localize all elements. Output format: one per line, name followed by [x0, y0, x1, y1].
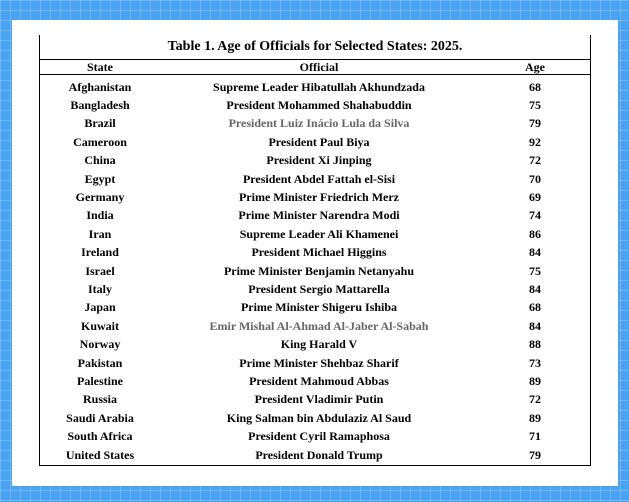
state-cell: Iran [88, 226, 112, 241]
table-row [40, 335, 590, 353]
table-row [40, 115, 590, 133]
age-cell: 71 [529, 429, 541, 444]
table-row [40, 133, 590, 151]
header-age: Age [525, 59, 545, 74]
age-cell: 72 [529, 392, 541, 407]
state-cell: Egypt [84, 171, 116, 186]
age-cell: 69 [529, 190, 541, 205]
state-cell: Cameroon [73, 134, 127, 149]
age-cell: 70 [529, 171, 541, 186]
official-cell: President Xi Jinping [266, 153, 372, 168]
age-cell: 79 [529, 116, 541, 131]
state-cell: Norway [79, 337, 121, 352]
official-cell: Prime Minister Narendra Modi [238, 208, 400, 223]
state-cell: Kuwait [80, 318, 119, 333]
age-cell: 89 [529, 373, 541, 388]
age-table [39, 35, 591, 466]
table-row [40, 446, 590, 464]
age-cell: 92 [529, 134, 541, 149]
table-header-row [40, 59, 590, 75]
state-cell: Bangladesh [70, 98, 130, 113]
table-row [40, 354, 590, 372]
table-row [40, 317, 590, 335]
table-row [40, 188, 590, 206]
state-cell: India [86, 208, 114, 223]
table-row [40, 262, 590, 280]
header-state: State [87, 59, 113, 74]
state-cell: Palestine [77, 373, 123, 388]
table-row [40, 78, 590, 96]
state-cell: United States [65, 447, 135, 462]
age-cell: 84 [529, 318, 541, 333]
age-cell: 89 [529, 410, 541, 425]
state-cell: Afghanistan [68, 79, 132, 94]
state-cell: Germany [75, 190, 125, 205]
table-body [40, 78, 590, 464]
age-cell: 86 [529, 226, 541, 241]
state-cell: Italy [88, 281, 112, 296]
official-cell: Emir Mishal Al-Ahmad Al-Jaber Al-Sabah [209, 318, 429, 333]
header-official: Official [299, 59, 339, 74]
official-cell: Prime Minister Friedrich Merz [238, 190, 400, 205]
age-cell: 75 [529, 263, 541, 278]
table-row [40, 207, 590, 225]
state-cell: China [84, 153, 116, 168]
official-cell: King Harald V [280, 337, 358, 352]
state-cell: Brazil [84, 116, 116, 131]
age-cell: 74 [529, 208, 541, 223]
state-cell: Saudi Arabia [66, 410, 134, 425]
state-cell: Russia [82, 392, 117, 407]
age-cell: 88 [529, 337, 541, 352]
table-row [40, 299, 590, 317]
state-cell: Ireland [81, 245, 119, 260]
official-cell: President Luiz Inácio Lula da Silva [228, 116, 410, 131]
table-row [40, 225, 590, 243]
table-row [40, 244, 590, 262]
age-cell: 73 [529, 355, 541, 370]
table-row [40, 170, 590, 188]
state-cell: Israel [85, 263, 115, 278]
official-cell: President Mahmoud Abbas [249, 373, 389, 388]
table-title: Table 1. Age of Officials for Selected States: 2025. [167, 39, 463, 54]
table-row [40, 152, 590, 170]
table-row [40, 280, 590, 298]
official-cell: President Sergio Mattarella [248, 281, 390, 296]
official-cell: President Michael Higgins [251, 245, 387, 260]
state-cell: Japan [84, 300, 116, 315]
state-cell: South Africa [67, 429, 133, 444]
official-cell: Prime Minister Shehbaz Sharif [239, 355, 399, 370]
official-cell: President Abdel Fattah el-Sisi [242, 171, 396, 186]
table-row [40, 409, 590, 427]
official-cell: President Cyril Ramaphosa [248, 429, 390, 444]
official-cell: Supreme Leader Hibatullah Akhundzada [213, 79, 425, 94]
table-row [40, 96, 590, 114]
age-cell: 68 [529, 300, 541, 315]
state-cell: Pakistan [77, 355, 123, 370]
official-cell: President Vladimir Putin [254, 392, 384, 407]
table-row [40, 427, 590, 445]
age-cell: 72 [529, 153, 541, 168]
age-cell: 84 [529, 245, 541, 260]
table-row [40, 391, 590, 409]
official-cell: King Salman bin Abdulaziz Al Saud [226, 410, 412, 425]
official-cell: Prime Minister Shigeru Ishiba [240, 300, 398, 315]
official-cell: President Mohammed Shahabuddin [226, 98, 412, 113]
official-cell: President Donald Trump [255, 447, 383, 462]
table-row [40, 372, 590, 390]
official-cell: President Paul Biya [268, 134, 370, 149]
official-cell: Prime Minister Benjamin Netanyahu [223, 263, 415, 278]
age-cell: 84 [529, 281, 541, 296]
age-cell: 75 [529, 98, 541, 113]
age-cell: 68 [529, 79, 541, 94]
official-cell: Supreme Leader Ali Khamenei [239, 226, 399, 241]
age-cell: 79 [529, 447, 541, 462]
